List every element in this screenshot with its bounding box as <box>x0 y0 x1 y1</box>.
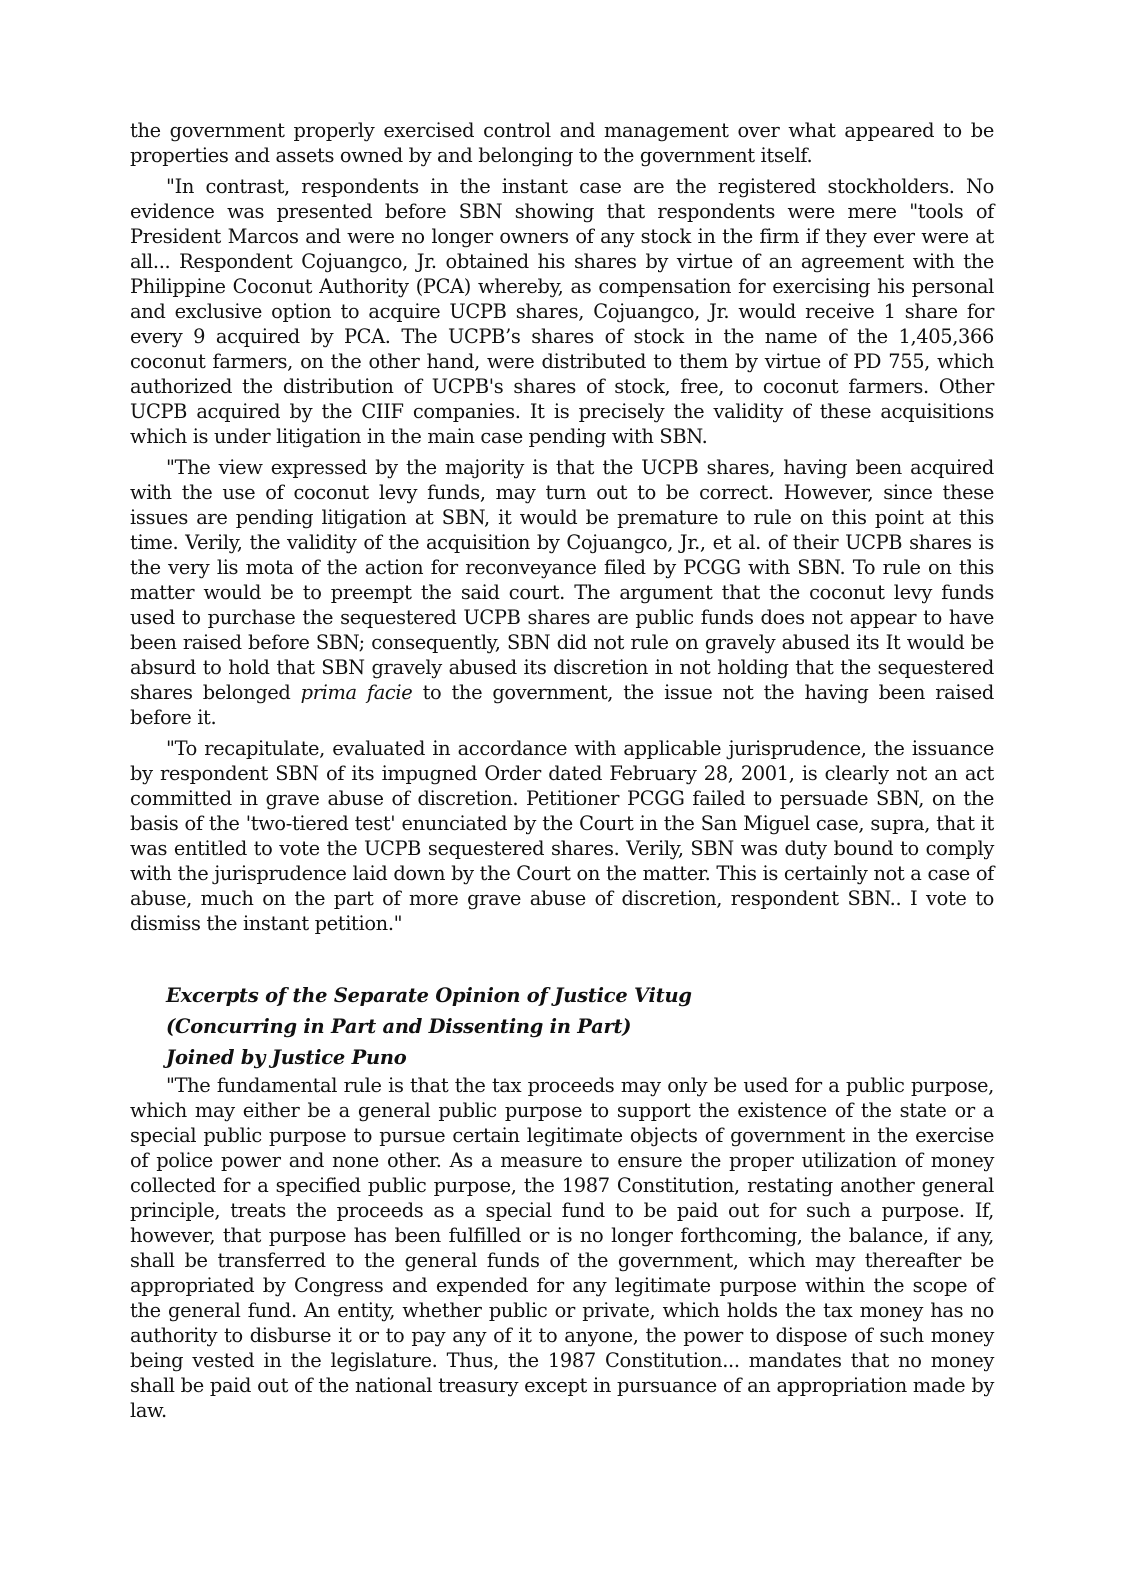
paragraph-recapitulate: "To recapitulate, evaluated in accordance with applicable jurisprudence, the issuance by respondent SBN of its impugned Order dated February 28, 2001, is clearly not an act committed in grave abuse of discretion. Petitioner PCGG failed to persuade SBN, on the basis of the 'two-tiered test' enunciated by the Court in the San Miguel case, supra, that it was entitled to vote the UCPB sequestered shares. Verily, SBN was duty bound to comply with the jurisprudence laid down by the Court on the matter. This is certainly not a case of abuse, much on the part of more grave abuse of discretion, respondent SBN.. I vote to dismiss the instant petition." <box>130 737 994 935</box>
document-page <box>130 118 994 1423</box>
section-heading-line-3: Joined by Justice Puno <box>166 1046 407 1069</box>
prima-facie-italic: prima facie <box>300 681 413 704</box>
paragraph-continuation: the government properly exercised control and management over what appeared to be properties and assets owned by and belonging to the government itself. <box>130 119 994 167</box>
section-heading-line-2: (Concurring in Part and Dissenting in Part) <box>166 1015 632 1038</box>
section-heading-line-1: Excerpts of the Separate Opinion of Justice Vitug <box>166 984 692 1007</box>
paragraph-majority-view-text-2: to the government, the issue not the having been raised before it. <box>130 681 994 729</box>
paragraph-stockholders: "In contrast, respondents in the instant case are the registered stockholders. No evidence was presented before SBN showing that respondents were mere "tools of President Marcos and were no longer owners of any stock in the firm if they ever were at all... Respondent Cojuangco, Jr. obtained his shares by virtue of an agreement with the Philippine Coconut Authority (PCA) whereby, as compensation for exercising his personal and exclusive option to acquire UCPB shares, Cojuangco, Jr. would receive 1 share for every 9 acquired by PCA. The UCPB’s shares of stock in the name of the 1,405,366 coconut farmers, on the other hand, were distributed to them by virtue of PD 755, which authorized the distribution of UCPB's shares of stock, free, to coconut farmers. Other UCPB acquired by the CIIF companies. It is precisely the validity of these acquisitions which is under litigation in the main case pending with SBN. <box>130 175 994 448</box>
paragraph-fundamental-rule: "The fundamental rule is that the tax proceeds may only be used for a public purpose, which may either be a general public purpose to support the existence of the state or a special public purpose to pursue certain legitimate objects of government in the exercise of police power and none other. As a measure to ensure the proper utilization of money collected for a specified public purpose, the 1987 Constitution, restating another general principle, treats the proceeds as a special fund to be paid out for such a purpose. If, however, that purpose has been fulfilled or is no longer forthcoming, the balance, if any, shall be transferred to the general funds of the government, which may thereafter be appropriated by Congress and expended for any legitimate purpose within the scope of the general fund. An entity, whether public or private, which holds the tax money has no authority to disburse it or to pay any of it to anyone, the power to dispose of such money being vested in the legislature. Thus, the 1987 Constitution... mandates that no money shall be paid out of the national treasury except in pursuance of an appropriation made by law. <box>130 1074 994 1422</box>
paragraph-majority-view-text-1: "The view expressed by the majority is that the UCPB shares, having been acquired with the use of coconut levy funds, may turn out to be correct. However, since these issues are pending litigation at SBN, it would be premature to rule on this point at this time. Verily, the validity of the acquisition by Cojuangco, Jr., et al. of their UCPB shares is the very lis mota of the action for reconveyance filed by PCGG with SBN. To rule on this matter would be to preempt the said court. The argument that the coconut levy funds used to purchase the sequestered UCPB shares are public funds does not appear to have been raised before SBN; consequently, SBN did not rule on gravely abused its It would be absurd to hold that SBN gravely abused its discretion in not holding that the sequestered shares belonged <box>130 456 994 704</box>
paragraph-majority-view <box>130 455 994 730</box>
